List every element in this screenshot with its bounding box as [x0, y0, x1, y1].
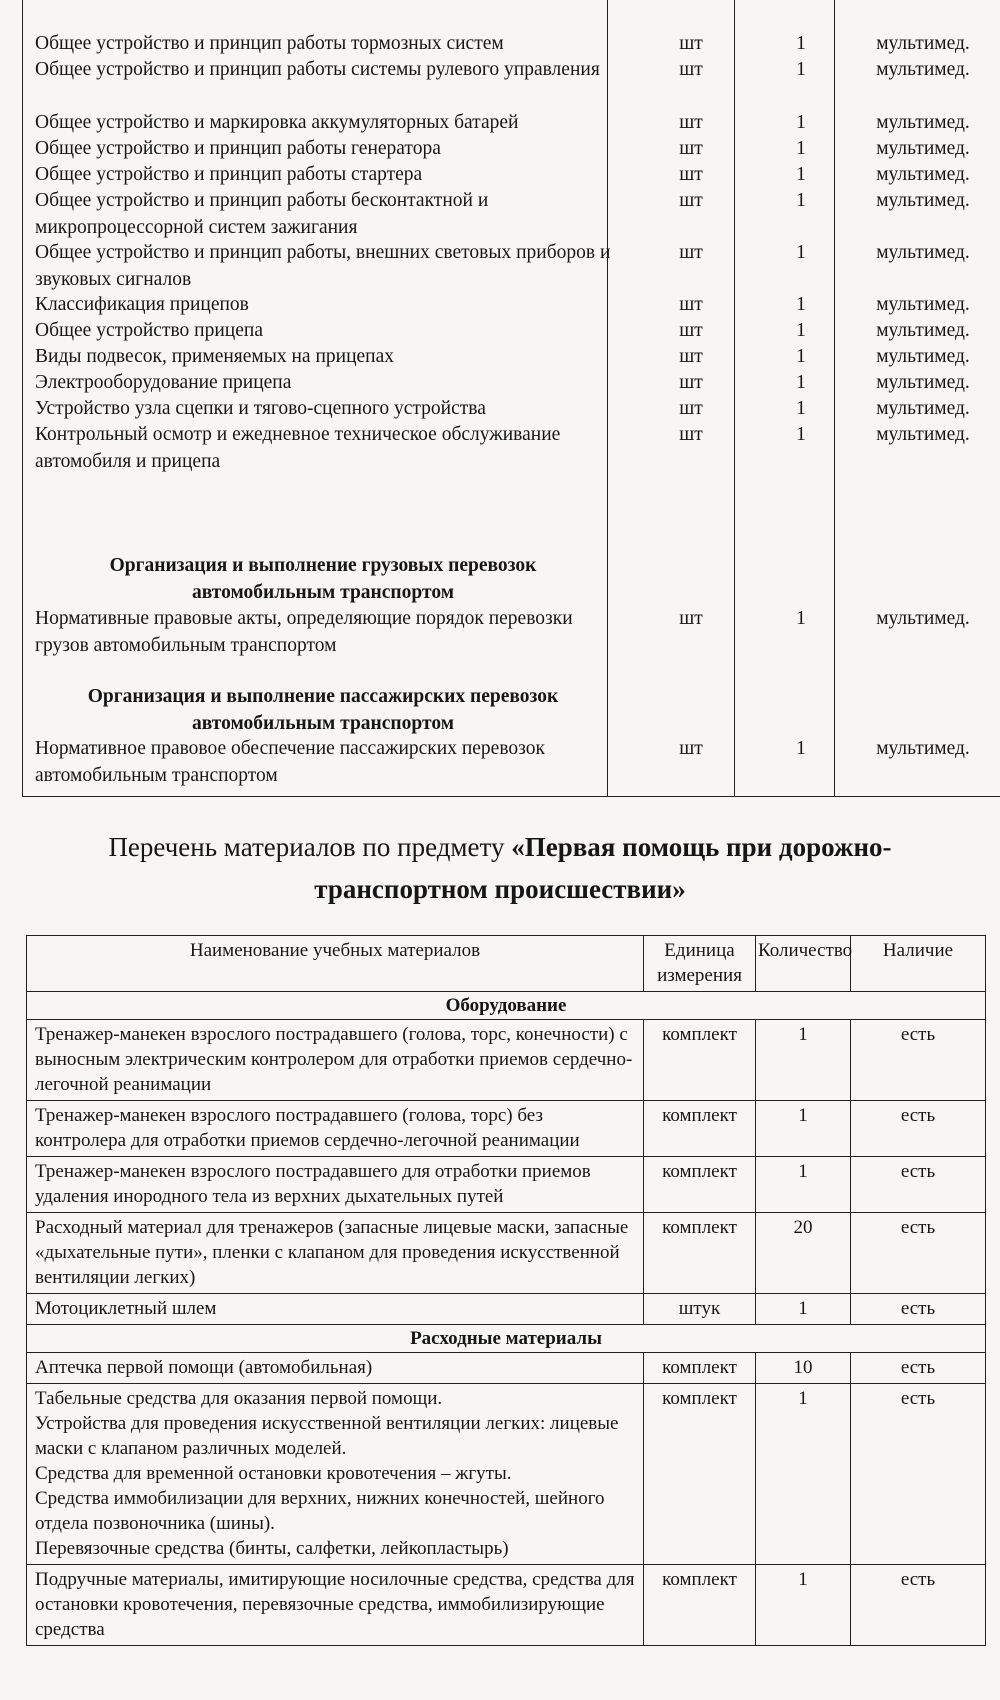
unit-cell: шт: [679, 190, 703, 211]
availability-cell: мультимед.: [876, 59, 970, 80]
material-line: Табельные средства для оказания первой помощи.: [35, 1388, 443, 1409]
material-name: Общее устройство прицепа: [35, 320, 263, 341]
section-title-equipment: Оборудование: [27, 992, 986, 1020]
table-row: [27, 1020, 986, 1101]
table-row: [27, 1101, 986, 1157]
availability-cell: мультимед.: [876, 398, 970, 419]
material-name: Тренажер-манекен взрослого пострадавшего (голова, торс, конечности) с выносным электрическим контролером для отработки приемов сердечно-легочной реанимации: [27, 1020, 644, 1101]
unit-cell: комплект: [644, 1384, 756, 1565]
qty-cell: 1: [756, 1565, 851, 1646]
qty-cell: 1: [796, 346, 806, 367]
qty-cell: 1: [796, 738, 806, 759]
unit-cell: шт: [679, 164, 703, 185]
table-row: [27, 1353, 986, 1384]
first-aid-materials-table: [26, 935, 986, 1646]
material-name: Контрольный осмотр и ежедневное техническое обслуживание автомобиля и прицепа: [35, 424, 561, 472]
section-title-consumables: Расходные материалы: [27, 1325, 986, 1353]
unit-cell: шт: [679, 138, 703, 159]
unit-cell: комплект: [644, 1020, 756, 1101]
availability-cell: мультимед.: [876, 346, 970, 367]
unit-cell: шт: [679, 346, 703, 367]
material-line: Перевязочные средства (бинты, салфетки, лейкопластырь): [35, 1538, 509, 1559]
qty-cell: 1: [796, 372, 806, 393]
qty-cell: 1: [796, 33, 806, 54]
availability-cell: мультимед.: [876, 138, 970, 159]
qty-cell: 1: [756, 1157, 851, 1213]
material-name: Аптечка первой помощи (автомобильная): [27, 1353, 644, 1384]
section-row-consumables: [27, 1325, 986, 1353]
availability-cell: мультимед.: [876, 320, 970, 341]
qty-cell: 1: [796, 424, 806, 445]
qty-cell: 1: [796, 138, 806, 159]
section-title-passenger: Организация и выполнение пассажирских перевозок автомобильным транспортом: [87, 686, 559, 734]
unit-cell: шт: [679, 372, 703, 393]
unit-cell: шт: [679, 59, 703, 80]
material-name: Мотоциклетный шлем: [27, 1294, 644, 1325]
header-availability: Наличие: [851, 936, 986, 992]
table-row: [27, 1565, 986, 1646]
unit-cell: шт: [679, 738, 703, 759]
table-row: [27, 1384, 986, 1565]
availability-cell: мультимед.: [876, 424, 970, 445]
material-name: Общее устройство и принцип работы, внешних световых приборов и звуковых сигналов: [35, 242, 611, 290]
availability-cell: мультимед.: [876, 372, 970, 393]
availability-cell: мультимед.: [876, 294, 970, 315]
unit-cell: комплект: [644, 1213, 756, 1294]
qty-cell: 1: [796, 294, 806, 315]
availability-cell: мультимед.: [876, 190, 970, 211]
material-line: Средства иммобилизации для верхних, нижних конечностей, шейного отдела позвоночника (шины).: [35, 1488, 605, 1534]
qty-cell: 1: [796, 190, 806, 211]
availability-cell: мультимед.: [876, 608, 970, 629]
section-title-cargo: Организация и выполнение грузовых перевозок автомобильным транспортом: [109, 555, 537, 603]
table-row: [27, 1157, 986, 1213]
material-name: Общее устройство и принцип работы генератора: [35, 138, 441, 159]
unit-cell: штук: [644, 1294, 756, 1325]
material-name: Классификация прицепов: [35, 294, 249, 315]
material-name: Устройство узла сцепки и тягово-сцепного устройства: [35, 398, 486, 419]
availability-cell: мультимед.: [876, 242, 970, 263]
qty-cell: 1: [756, 1294, 851, 1325]
availability-cell: мультимед.: [876, 738, 970, 759]
availability-cell: мультимед.: [876, 33, 970, 54]
availability-cell: есть: [851, 1294, 986, 1325]
unit-cell: шт: [679, 242, 703, 263]
material-name: Общее устройство и маркировка аккумуляторных батарей: [35, 112, 519, 133]
material-name: Общее устройство и принцип работы системы рулевого управления: [35, 59, 600, 80]
material-name: Нормативное правовое обеспечение пассажирских перевозок автомобильным транспортом: [35, 738, 545, 786]
qty-cell: 1: [796, 320, 806, 341]
availability-cell: есть: [851, 1157, 986, 1213]
availability-cell: есть: [851, 1565, 986, 1646]
material-name: Общее устройство и принцип работы тормозных систем: [35, 33, 504, 54]
table-row: [27, 1294, 986, 1325]
material-name: Подручные материалы, имитирующие носилочные средства, средства для остановки кровотечения, перевязочные средства, иммобилизирующие средства: [27, 1565, 644, 1646]
header-qty: Количество: [756, 936, 851, 992]
material-name: Расходный материал для тренажеров (запасные лицевые маски, запасные «дыхательные пути», пленки с клапаном для проведения искусственной вентиляции легких): [27, 1213, 644, 1294]
availability-cell: есть: [851, 1020, 986, 1101]
material-name: [27, 1384, 644, 1565]
availability-cell: есть: [851, 1384, 986, 1565]
unit-cell: комплект: [644, 1565, 756, 1646]
qty-cell: 1: [796, 608, 806, 629]
table-header-row: [27, 936, 986, 992]
unit-cell: шт: [679, 33, 703, 54]
availability-cell: мультимед.: [876, 112, 970, 133]
material-name: Тренажер-манекен взрослого пострадавшего (голова, торс) без контролера для отработки приемов сердечно-легочной реанимации: [27, 1101, 644, 1157]
unit-cell: комплект: [644, 1101, 756, 1157]
unit-cell: шт: [679, 320, 703, 341]
qty-cell: 1: [796, 398, 806, 419]
material-name: Электрооборудование прицепа: [35, 372, 292, 393]
section-row-equipment: [27, 992, 986, 1020]
material-name: Нормативные правовые акты, определяющие порядок перевозки грузов автомобильным транспортом: [35, 608, 573, 656]
unit-cell: шт: [679, 424, 703, 445]
heading-subject: «Первая помощь при дорожно-транспортном происшествии»: [314, 832, 892, 904]
heading-prefix: Перечень материалов по предмету: [108, 832, 512, 862]
unit-cell: шт: [679, 112, 703, 133]
header-name: Наименование учебных материалов: [27, 936, 644, 992]
material-name: Общее устройство и принцип работы бесконтактной и микропроцессорной систем зажигания: [35, 190, 489, 238]
header-unit: Единица измерения: [644, 936, 756, 992]
qty-cell: 1: [796, 164, 806, 185]
table-row: [27, 1213, 986, 1294]
section-heading: [40, 826, 960, 910]
qty-cell: 1: [796, 59, 806, 80]
vehicle-materials-table: [22, 0, 1000, 797]
column-divider: [834, 0, 835, 796]
material-line: Средства для временной остановки кровотечения – жгуты.: [35, 1463, 512, 1484]
qty-cell: 1: [796, 242, 806, 263]
qty-cell: 20: [756, 1213, 851, 1294]
qty-cell: 1: [756, 1020, 851, 1101]
qty-cell: 1: [756, 1384, 851, 1565]
qty-cell: 1: [796, 112, 806, 133]
unit-cell: комплект: [644, 1353, 756, 1384]
availability-cell: есть: [851, 1353, 986, 1384]
availability-cell: есть: [851, 1101, 986, 1157]
qty-cell: 10: [756, 1353, 851, 1384]
availability-cell: есть: [851, 1213, 986, 1294]
material-name: Тренажер-манекен взрослого пострадавшего для отработки приемов удаления инородного тела из верхних дыхательных путей: [27, 1157, 644, 1213]
availability-cell: мультимед.: [876, 164, 970, 185]
unit-cell: шт: [679, 398, 703, 419]
qty-cell: 1: [756, 1101, 851, 1157]
material-name: Виды подвесок, применяемых на прицепах: [35, 346, 395, 367]
material-line: Устройства для проведения искусственной вентиляции легких: лицевые маски с клапаном различных моделей.: [35, 1413, 619, 1459]
unit-cell: шт: [679, 294, 703, 315]
unit-cell: комплект: [644, 1157, 756, 1213]
material-name: Общее устройство и принцип работы стартера: [35, 164, 423, 185]
unit-cell: шт: [679, 608, 703, 629]
